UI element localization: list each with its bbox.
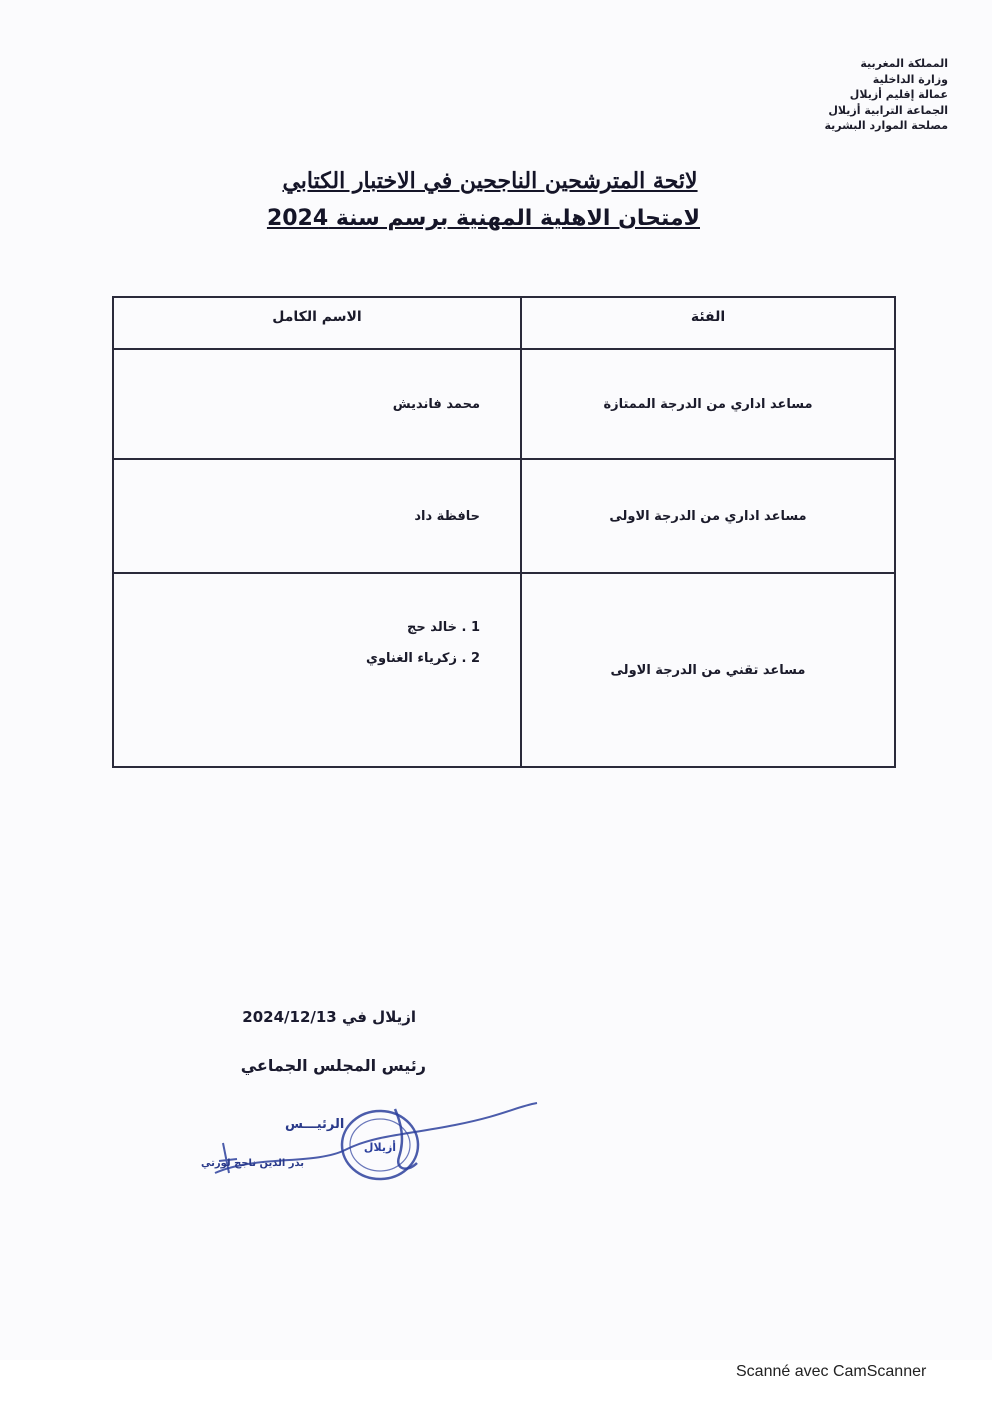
name-cell xyxy=(114,350,520,458)
signatory-title: رئيس المجلس الجماعي xyxy=(240,1056,426,1075)
name-cell xyxy=(114,460,520,572)
column-header-full-name: الاسم الكامل xyxy=(272,309,362,325)
column-header-category: الفئة xyxy=(520,298,894,348)
administrative-header xyxy=(728,56,948,134)
name-cell xyxy=(114,574,520,766)
header-line-province: عمالة إقليم أزيلال xyxy=(849,88,948,101)
candidate-name: 2 . زكرياء الغناوي xyxy=(366,651,480,666)
category-cell: مساعد اداري من الدرجة الممتازة xyxy=(520,350,894,458)
results-table xyxy=(112,296,896,768)
place-and-date: ازيلال في 2024/12/13 xyxy=(242,1008,416,1026)
candidate-name: 1 . خالد حج xyxy=(407,620,480,635)
official-stamp-and-signature xyxy=(195,1095,540,1190)
stamp-signatory-name: بدر الدين ناجح لورتي xyxy=(201,1158,305,1169)
header-line-commune: الجماعة الترابية أزيلال xyxy=(828,103,948,117)
document-subtitle: لامتحان الاهلية المهنية برسم سنة 2024 xyxy=(266,206,700,231)
stamp-seal-icon xyxy=(195,1095,540,1190)
table-row xyxy=(114,350,894,460)
header-line-kingdom: المملكة المغربية xyxy=(860,57,948,70)
table-header-row xyxy=(114,298,894,350)
document-title: لائحة المترشحين الناجحين في الاختبار الكتابي xyxy=(282,168,698,194)
candidate-name: محمد فانديش xyxy=(392,396,480,412)
category-cell: مساعد تقني من الدرجة الاولى xyxy=(520,574,894,766)
header-line-department: مصلحة الموارد البشرية xyxy=(824,119,948,132)
candidate-name-list xyxy=(366,620,480,666)
category-cell: مساعد اداري من الدرجة الاولى xyxy=(520,460,894,572)
stamp-title: الرئيـــس xyxy=(285,1117,345,1132)
scanner-watermark: Scanné avec CamScanner xyxy=(736,1363,927,1380)
table-row xyxy=(114,574,894,766)
svg-text:أزيلال: أزيلال xyxy=(363,1141,397,1154)
header-line-ministry: وزارة الداخلية xyxy=(872,72,948,86)
candidate-name: حافظة داد xyxy=(414,508,480,524)
table-row xyxy=(114,460,894,574)
